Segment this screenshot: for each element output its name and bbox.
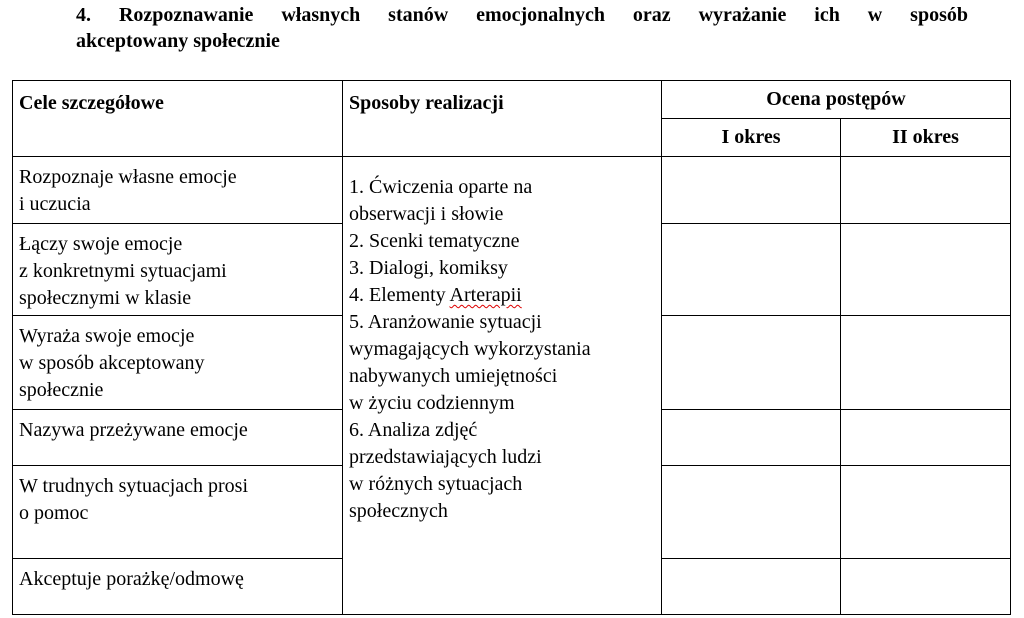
goal-cell: Akceptuje porażkę/odmowę: [13, 559, 343, 615]
eval-cell-period-2[interactable]: [841, 466, 1011, 559]
header-period-1: I okres: [662, 119, 841, 157]
eval-cell-period-1[interactable]: [662, 410, 841, 466]
eval-cell-period-2[interactable]: [841, 224, 1011, 316]
methods-cell: 1. Ćwiczenia oparte na obserwacji i słowie 2. Scenki tematyczne 3. Dialogi, komiksy 4. Elementy Arterapii 5. Aranżowanie sytuacji wymagających wykorzystania nabywanych umiejętności w życiu codziennym 6. Analiza zdjęć przedstawiających ludzi w różnych sytuacjach społecznych: [343, 157, 662, 615]
section-heading-line-2: akceptowany społecznie: [76, 30, 280, 52]
header-evaluation: Ocena postępów: [662, 81, 1011, 119]
header-period-2: II okres: [841, 119, 1011, 157]
eval-cell-period-1[interactable]: [662, 224, 841, 316]
header-methods: Sposoby realizacji: [343, 81, 662, 157]
eval-cell-period-2[interactable]: [841, 157, 1011, 224]
goal-cell: Łączy swoje emocje z konkretnymi sytuacjami społecznymi w klasie: [13, 224, 343, 316]
eval-cell-period-1[interactable]: [662, 466, 841, 559]
section-heading: [76, 2, 968, 54]
header-goals: Cele szczegółowe: [13, 81, 343, 157]
goal-cell: W trudnych sytuacjach prosi o pomoc: [13, 466, 343, 559]
goal-cell: Rozpoznaje własne emocje i uczucia: [13, 157, 343, 224]
eval-cell-period-2[interactable]: [841, 410, 1011, 466]
goal-cell: Nazywa przeżywane emocje: [13, 410, 343, 466]
goal-cell: Wyraża swoje emocje w sposób akceptowany społecznie: [13, 316, 343, 410]
goals-table: [12, 80, 1011, 615]
section-heading-line-1: 4. Rozpoznawanie własnych stanów emocjonalnych oraz wyrażanie ich w sposób: [76, 4, 968, 26]
eval-cell-period-1[interactable]: [662, 157, 841, 224]
eval-cell-period-2[interactable]: [841, 559, 1011, 615]
eval-cell-period-2[interactable]: [841, 316, 1011, 410]
eval-cell-period-1[interactable]: [662, 316, 841, 410]
spellcheck-underlined-word: Arterapii: [449, 284, 522, 306]
eval-cell-period-1[interactable]: [662, 559, 841, 615]
